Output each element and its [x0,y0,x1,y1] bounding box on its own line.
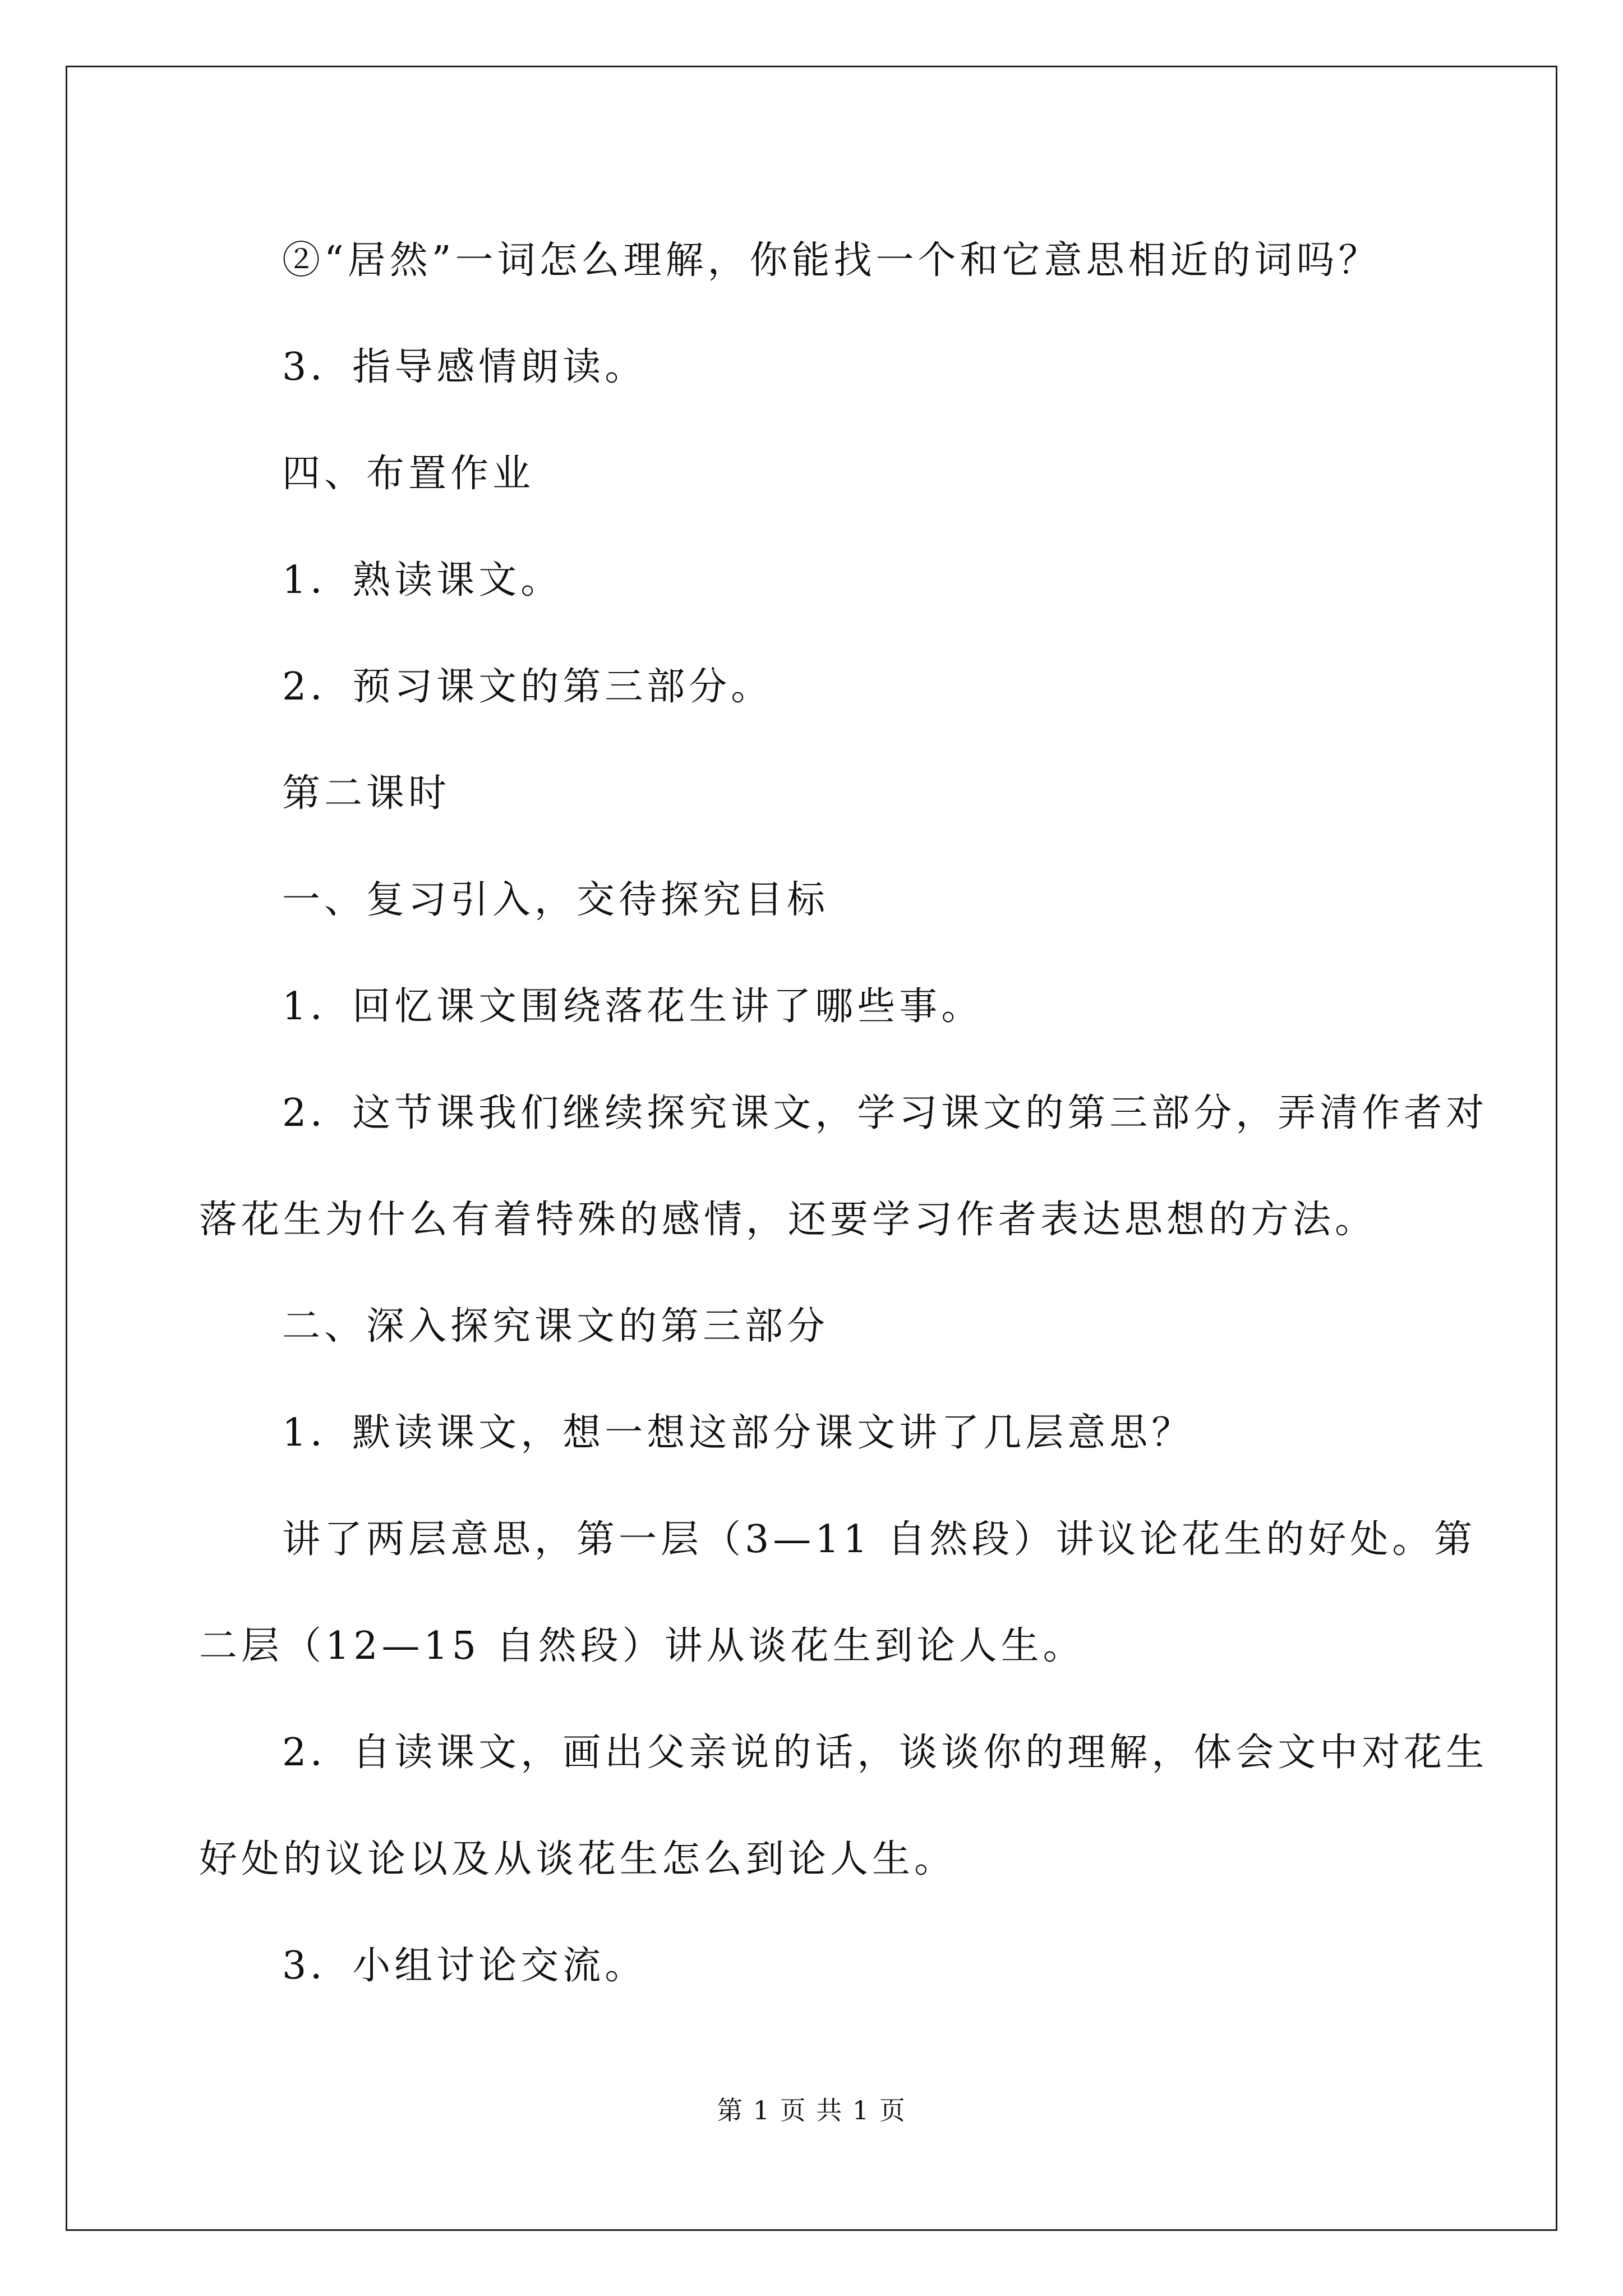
section-heading: 二、深入探究课文的第三部分 [282,1304,829,1349]
paragraph: 2．自读课文，画出父亲说的话，谈谈你的理解，体会文中对花生 [282,1731,1488,1775]
page-footer: 第 1 页 共 1 页 [717,2095,906,2125]
section-heading: 一、复习引入，交待探究目标 [282,878,829,922]
paragraph-continuation: 好处的议论以及从谈花生怎么到论人生。 [199,1837,957,1881]
paragraph: 1．默读课文，想一想这部分课文讲了几层意思？ [282,1411,1194,1455]
paragraph: 讲了两层意思，第一层（3—11 自然段）讲议论花生的好处。第 [282,1517,1477,1562]
paragraph: 3．小组讨论交流。 [282,1944,647,1988]
section-heading: 四、布置作业 [282,452,535,496]
paragraph-continuation: 落花生为什么有着特殊的感情，还要学习作者表达思想的方法。 [199,1198,1377,1242]
paragraph: 2．这节课我们继续探究课文，学习课文的第三部分，弄清作者对 [282,1091,1488,1135]
paragraph: 2．预习课文的第三部分。 [282,665,773,709]
paragraph: 1．回忆课文围绕落花生讲了哪些事。 [282,984,984,1029]
paragraph-continuation: 二层（12—15 自然段）讲从谈花生到论人生。 [199,1624,1085,1668]
lesson-heading: 第二课时 [282,771,451,816]
paragraph: 3．指导感情朗读。 [282,345,647,389]
paragraph: ②“居然”一词怎么理解，你能找一个和它意思相近的词吗？ [282,238,1381,283]
paragraph: 1．熟读课文。 [282,558,563,602]
